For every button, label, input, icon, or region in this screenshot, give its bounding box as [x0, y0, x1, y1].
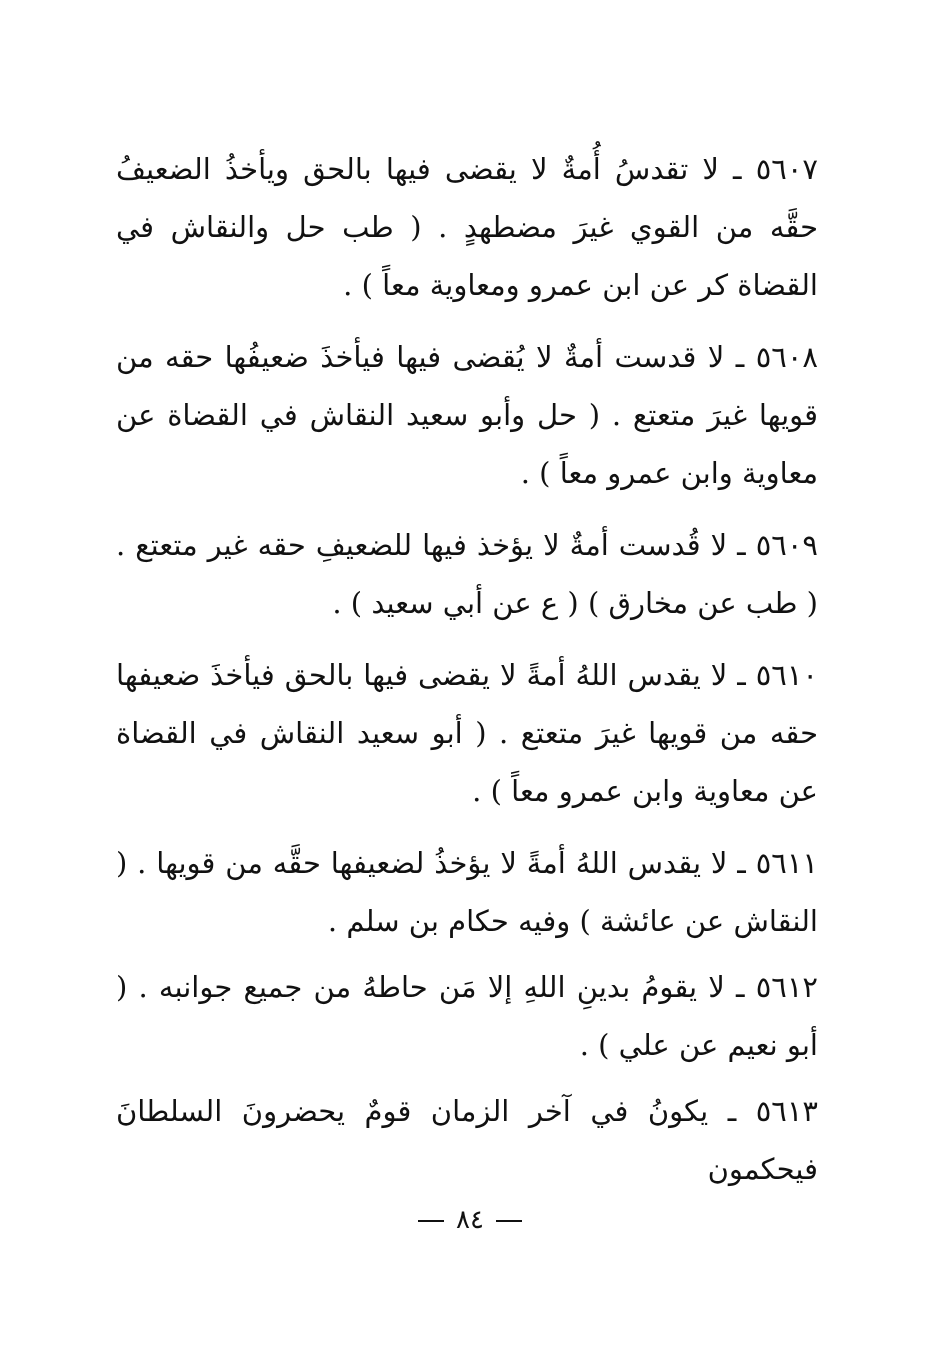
- hadith-number: ٥٦٠٧: [755, 152, 818, 186]
- hadith-entry-5610: [116, 646, 818, 820]
- hadith-text: ـ لا تقدسُ أُمةٌ لا يقضى فيها بالحق ويأخذُ الضعيفُ حقَّه من القوي غيرَ مضطهدٍ . ( طب حل والنقاش في القضاة كر عن ابن عمرو ومعاوية معاً ) .: [116, 152, 818, 302]
- page-number-dash-left: [418, 1220, 444, 1222]
- hadith-entry-5608: [116, 328, 818, 502]
- hadith-entry-5609: [116, 516, 818, 632]
- hadith-text: ـ لا يقدس اللهُ أمةً لا يقضى فيها بالحق فيأخذَ ضعيفها حقه من قويها غيرَ متعتع . ( أبو سعيد النقاش في القضاة عن معاوية وابن عمرو معاً ) .: [116, 658, 818, 808]
- hadith-text: ـ لا قدست أمةٌ لا يُقضى فيها فيأخذَ ضعيفُها حقه من قويها غيرَ متعتع . ( حل وأبو سعيد النقاش في القضاة عن معاوية وابن عمرو معاً ) .: [116, 340, 818, 490]
- page-number: [0, 1202, 940, 1238]
- hadith-text: ـ يكونُ في آخر الزمان قومٌ يحضرونَ السلطانَ فيحكمون: [116, 1094, 818, 1186]
- hadith-number: ٥٦١١: [755, 846, 818, 880]
- hadith-number: ٥٦٠٨: [755, 340, 818, 374]
- hadith-number: ٥٦١٢: [755, 970, 818, 1004]
- hadith-entry-5611: [116, 834, 818, 950]
- hadith-entry-5612: [116, 958, 818, 1074]
- hadith-number: ٥٦١٣: [755, 1094, 819, 1128]
- hadith-entry-5613: [116, 1082, 818, 1198]
- hadith-text: ـ لا يقدس اللهُ أمةً لا يؤخذُ لضعيفها حقَّه من قويها . ( النقاش عن عائشة ) وفيه حكام بن سلم .: [116, 846, 818, 938]
- page-number-value: ٨٤: [456, 1205, 484, 1235]
- page-number-dash-right: [496, 1220, 522, 1222]
- hadith-text-block: [116, 140, 818, 1198]
- hadith-text: ـ لا يقومُ بدينِ اللهِ إلا مَن حاطهُ من جميع جوانبه . ( أبو نعيم عن علي ) .: [116, 970, 818, 1062]
- hadith-number: ٥٦١٠: [755, 658, 819, 692]
- hadith-entry-5607: [116, 140, 818, 314]
- hadith-number: ٥٦٠٩: [755, 528, 818, 562]
- hadith-text: ـ لا قُدست أمةٌ لا يؤخذ فيها للضعيفِ حقه غير متعتع . ( طب عن مخارق ) ( ع عن أبي سعيد ) .: [116, 528, 818, 620]
